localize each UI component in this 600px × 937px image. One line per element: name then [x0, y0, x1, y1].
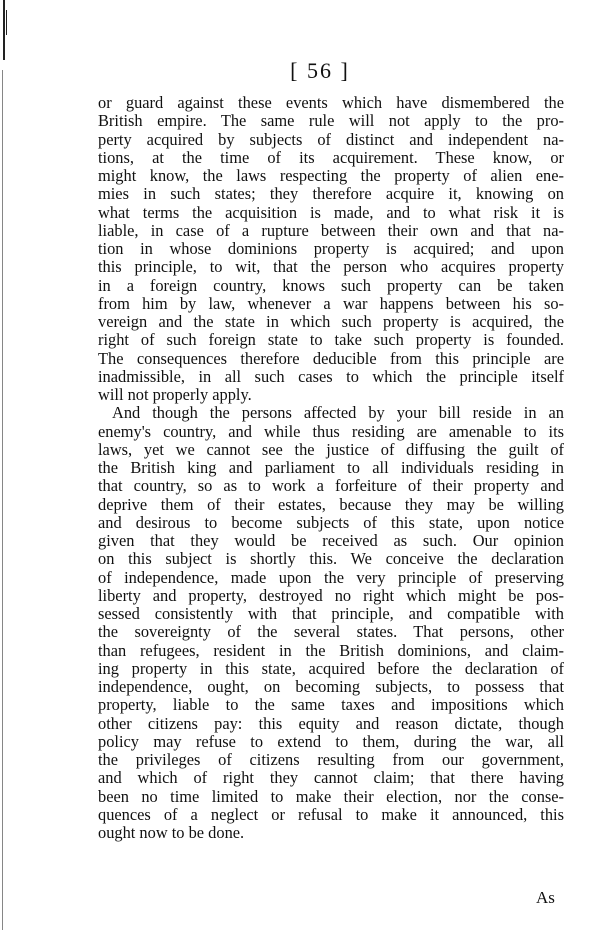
text-line: and desirous to become subjects of this state, upon notice [98, 512, 564, 532]
text-line: ing property in this state, acquired before the declaration of [98, 658, 564, 678]
text-line: and which of right they cannot claim; that there having [98, 768, 564, 788]
text-line: liberty and property, destroyed no right which might be pos- [98, 585, 564, 605]
text-line: that country, so as to work a forfeiture of their property and [98, 476, 564, 496]
text-line: enemy's country, and while thus residing are amenable to its [98, 421, 564, 441]
text-line: The consequences therefore deducible from this principle are [98, 348, 564, 368]
text-line: liable, in case of a rupture between their own and that na- [98, 220, 564, 240]
text-line: than refugees, resident in the British dominions, and claim- [98, 640, 564, 660]
paragraph-1 [98, 94, 564, 404]
binding-edge [0, 0, 14, 937]
text-line: And though the persons affected by your bill reside in an [112, 403, 564, 423]
text-line: in a foreign country, knows such property can be taken [98, 275, 564, 295]
text-line: mies in such states; they therefore acquire it, knowing on [98, 184, 564, 204]
text-line: laws, yet we cannot see the justice of diffusing the guilt of [98, 439, 564, 459]
text-line: tion in whose dominions property is acquired; and upon [98, 239, 564, 258]
text-line: on this subject is shortly this. We conceive the declaration [98, 549, 564, 569]
text-line: tions, at the time of its acquirement. These know, or [98, 147, 564, 167]
text-line: of independence, made upon the very principle of preserving [98, 567, 564, 587]
text-line: inadmissible, in all such cases to which the principle itself [98, 366, 564, 386]
text-line: the sovereignty of the several states. That persons, other [98, 622, 564, 642]
text-line: quences of a neglect or refusal to make it announced, this [98, 804, 564, 824]
text-line: will not properly apply. [98, 385, 252, 404]
text-line: vereign and the state in which such property is acquired, the [98, 312, 564, 331]
page-number: [ 56 ] [290, 58, 350, 83]
text-line: independence, ought, on becoming subjects, to possess that [98, 677, 564, 696]
text-line: policy may refuse to extend to them, during the war, all [98, 731, 564, 751]
text-line: given that they would be received as such. Our opinion [98, 531, 564, 550]
text-line: other citizens pay: this equity and reason dictate, though [98, 713, 564, 733]
text-line: deprive them of their estates, because they may be willing [98, 494, 564, 514]
catchword: As [536, 888, 555, 907]
text-line: this principle, to wit, that the person who acquires property [98, 257, 564, 277]
text-line: the British king and parliament to all individuals residing in [98, 458, 564, 477]
text-line: what terms the acquisition is made, and to what risk it is [98, 202, 564, 222]
text-line: might know, the laws respecting the property of alien ene- [98, 166, 564, 185]
body-text [98, 94, 564, 842]
text-line: been no time limited to make their election, nor the conse- [98, 786, 564, 806]
text-line: right of such foreign state to take such property is founded. [98, 330, 564, 350]
text-line: sessed consistently with that principle, and compatible with [98, 604, 564, 623]
text-line: perty acquired by subjects of distinct and independent na- [98, 129, 564, 149]
text-line: ought now to be done. [98, 823, 245, 842]
text-line: or guard against these events which have dismembered the [98, 93, 564, 112]
text-line: the privileges of citizens resulting from our government, [98, 750, 564, 769]
text-line: property, liable to the same taxes and impositions which [98, 695, 564, 715]
paragraph-2 [98, 404, 564, 842]
text-line: from him by law, whenever a war happens between his so- [98, 293, 564, 313]
text-line: British empire. The same rule will not apply to the pro- [98, 111, 564, 131]
